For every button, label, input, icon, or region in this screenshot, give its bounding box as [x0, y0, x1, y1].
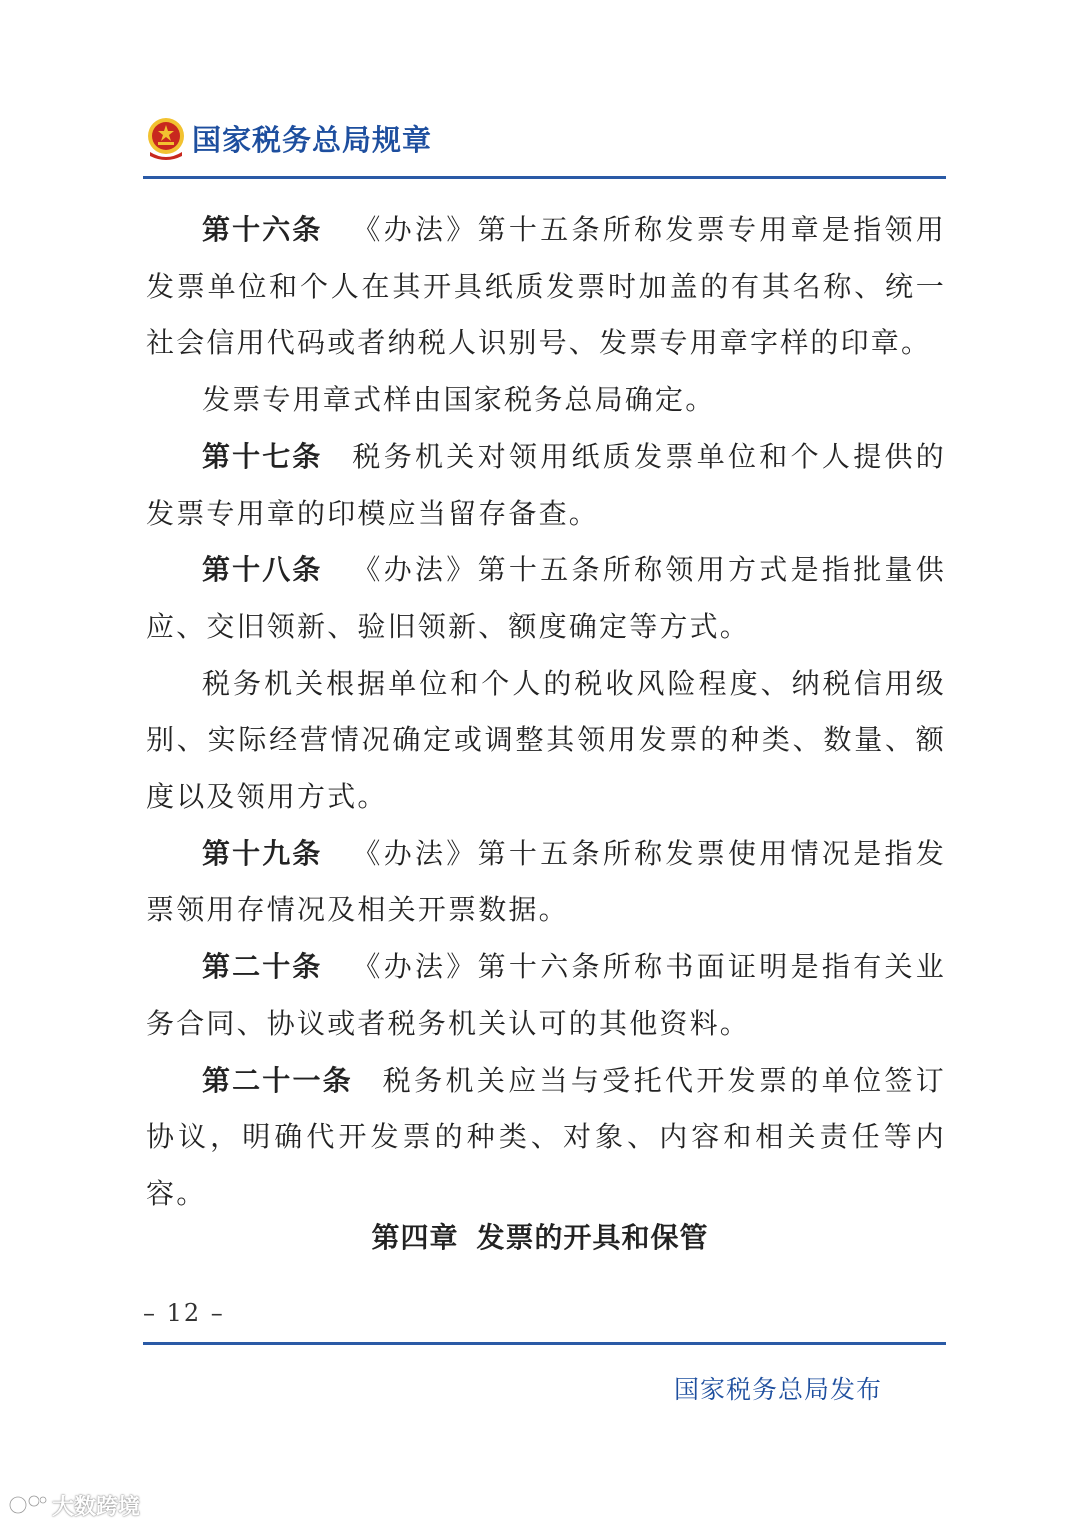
article-label: 第十七条 — [202, 439, 323, 473]
article-text: 《办法》第十六条所称书面证明是指有关业务合同、协议或者税务机关认可的其他资料。 — [146, 950, 946, 1040]
page-header — [146, 112, 946, 172]
article-paragraph — [146, 372, 946, 429]
footer-divider — [143, 1342, 946, 1345]
article-paragraph — [146, 429, 946, 542]
article-text: 发票专用章式样由国家税务总局确定。 — [202, 383, 716, 417]
article-text: 税务机关根据单位和个人的税收风险程度、纳税信用级别、实际经营情况确定或调整其领用发票的种类、数量、额度以及领用方式。 — [146, 666, 946, 814]
chapter-number: 第四章 — [371, 1221, 459, 1254]
article-text: 税务机关应当与受托代开发票的单位签订协议，明确代开发票的种类、对象、内容和相关责任等内容。 — [146, 1063, 946, 1210]
chapter-title: 发票的开具和保管 — [476, 1221, 709, 1254]
article-paragraph — [146, 826, 946, 939]
article-label: 第二十条 — [202, 950, 323, 984]
article-label: 第十八条 — [202, 553, 323, 587]
article-paragraph — [146, 656, 946, 826]
article-label: 第十九条 — [202, 836, 323, 870]
article-text: 《办法》第十五条所称发票专用章是指领用发票单位和个人在其开具纸质发票时加盖的有其名称、统一社会信用代码或者纳税人识别号、发票专用章字样的印章。 — [146, 213, 946, 360]
header-title: 国家税务总局规章 — [192, 123, 433, 157]
article-paragraph — [146, 202, 946, 372]
article-label: 第十六条 — [202, 213, 323, 246]
article-text: 《办法》第十五条所称领用方式是指批量供应、交旧领新、验旧领新、额度确定等方式。 — [146, 553, 946, 643]
article-paragraph — [146, 542, 946, 655]
article-text: 《办法》第十五条所称发票使用情况是指发票领用存情况及相关开票数据。 — [146, 836, 946, 927]
article-label: 第二十一条 — [202, 1063, 353, 1097]
article-text: 税务机关对领用纸质发票单位和个人提供的发票专用章的印模应当留存备查。 — [146, 439, 946, 530]
watermark-text: 大数跨境 — [52, 1494, 141, 1520]
article-paragraph — [146, 1053, 946, 1223]
article-paragraph — [146, 939, 946, 1052]
document-body — [146, 202, 946, 1223]
brand-logo-icon — [8, 1492, 48, 1518]
watermark — [8, 1490, 140, 1520]
header-divider — [143, 176, 946, 179]
chapter-heading — [0, 1216, 1080, 1256]
page-number: – 12 – — [143, 1299, 225, 1327]
footer-publisher: 国家税务总局发布 — [673, 1375, 882, 1404]
national-emblem-icon — [146, 116, 186, 160]
